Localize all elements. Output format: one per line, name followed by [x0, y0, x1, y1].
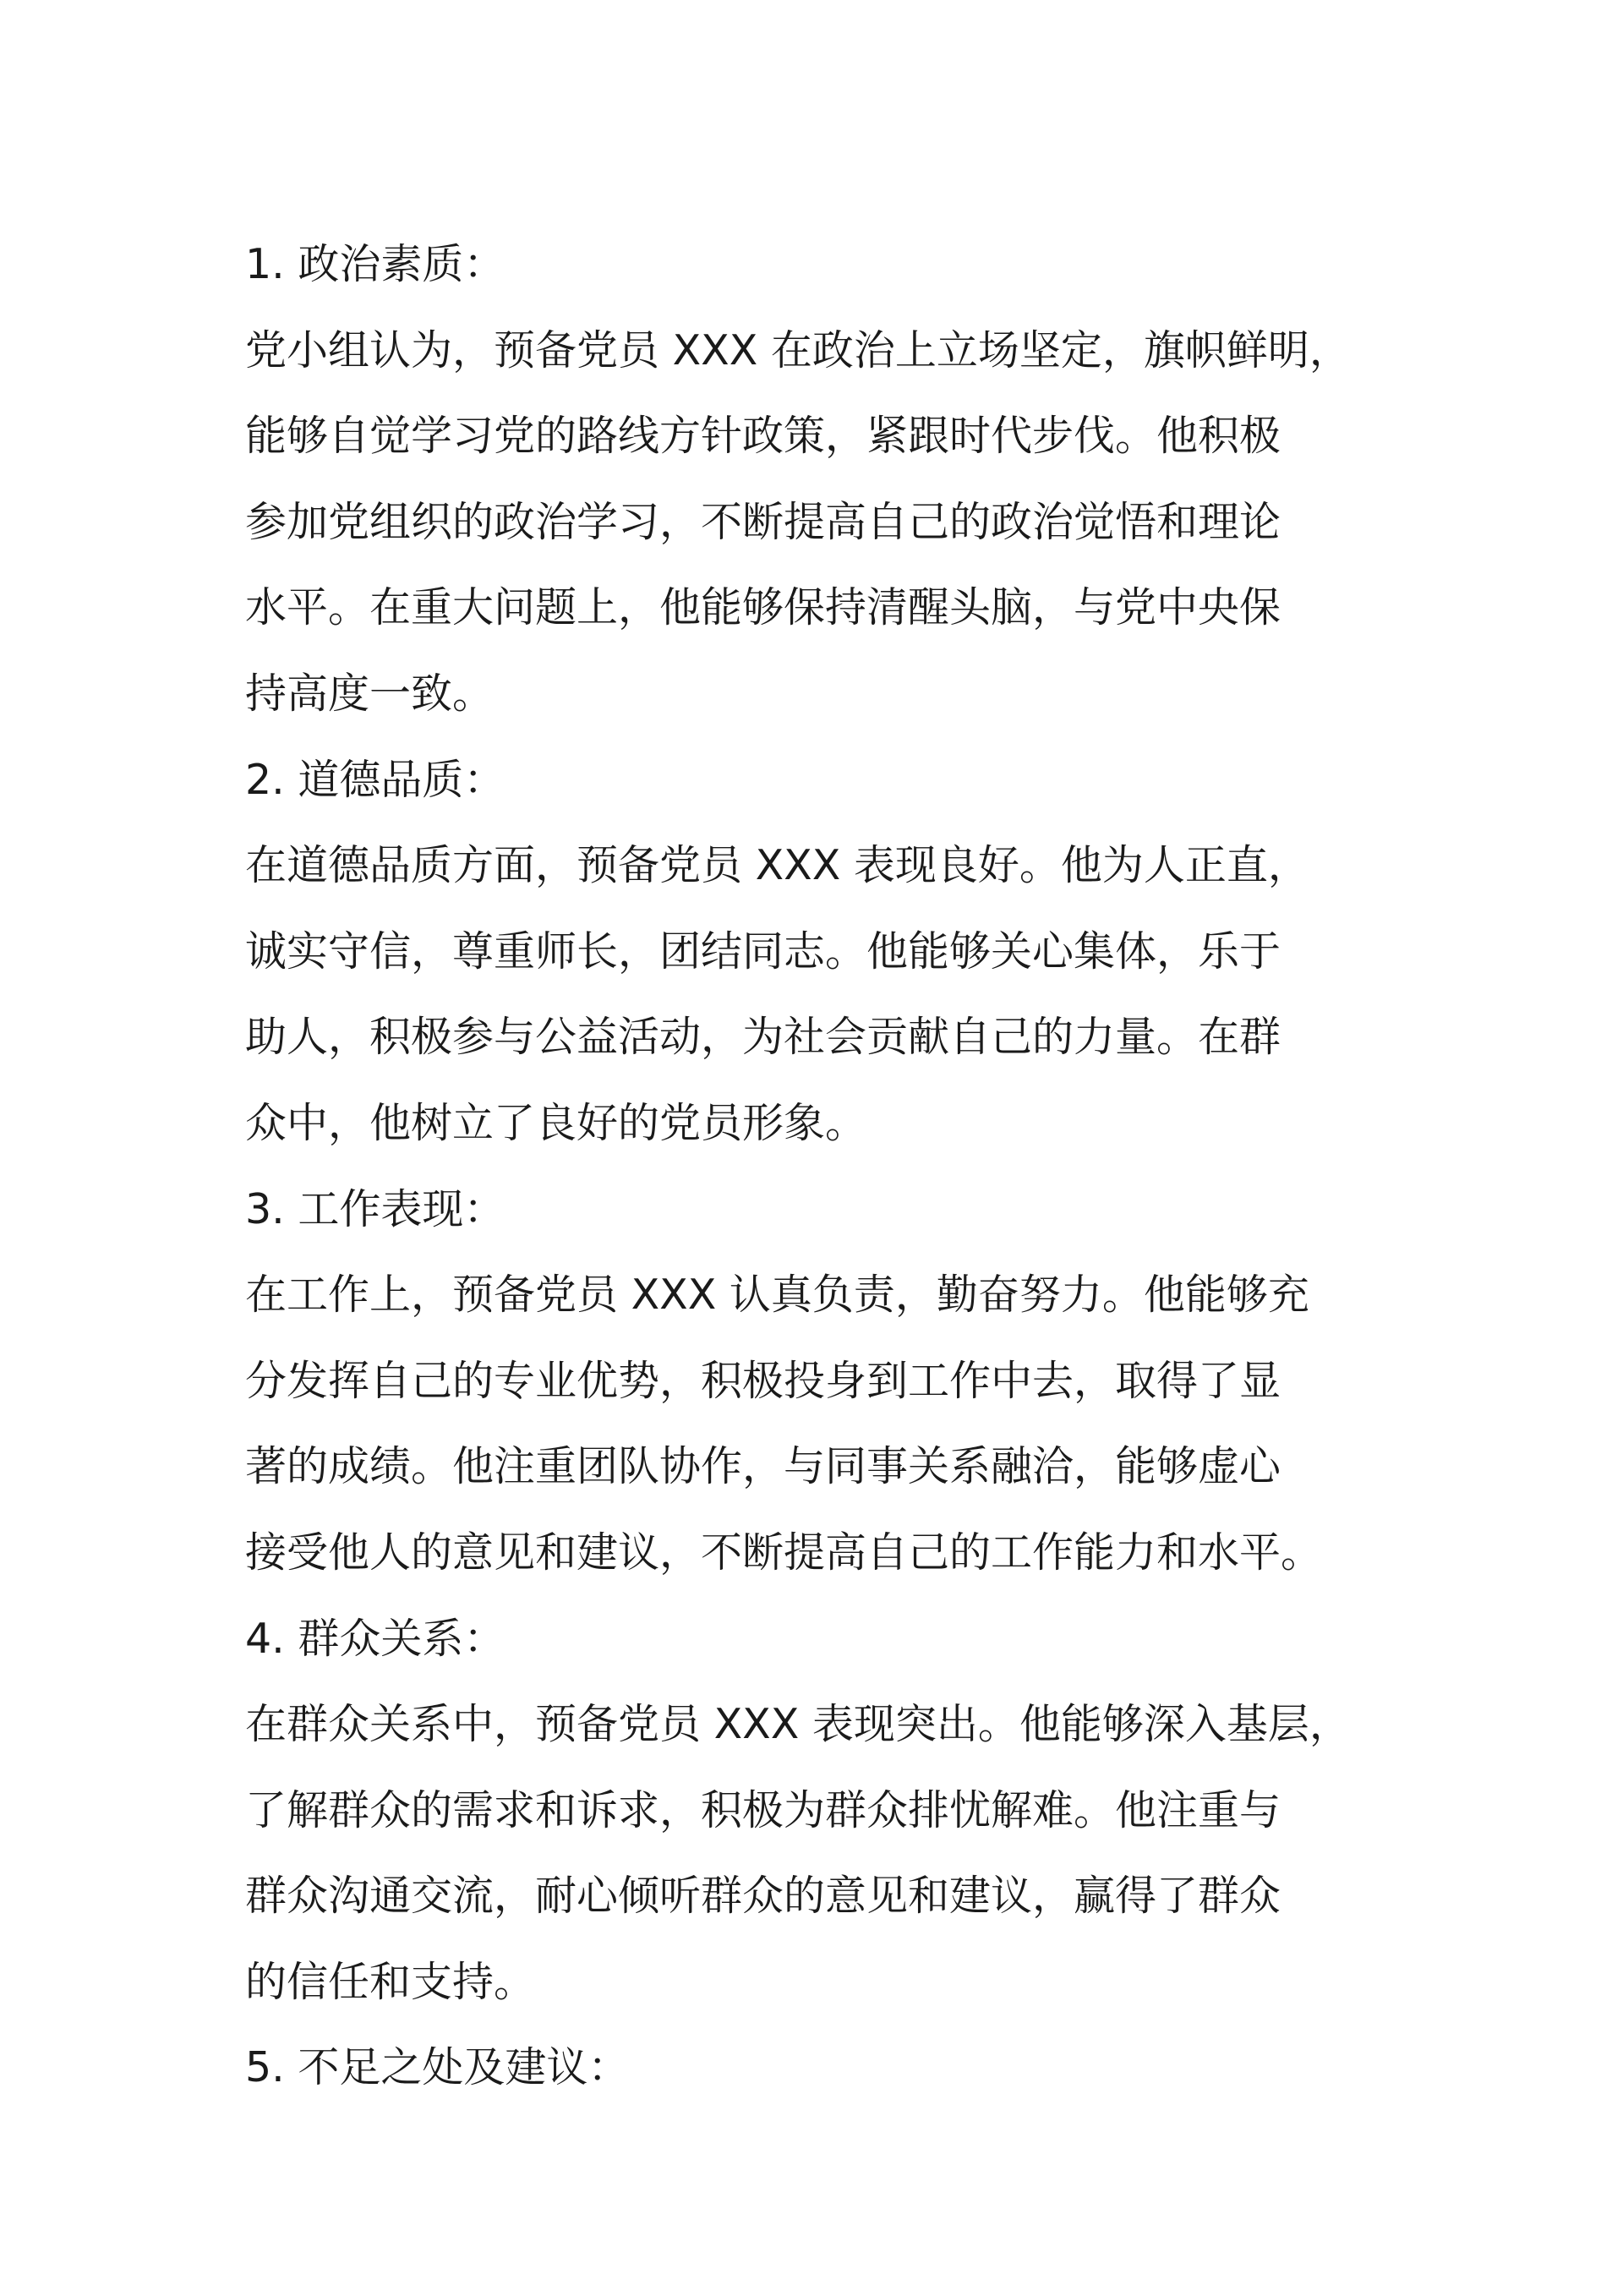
paragraph-line: 著的成绩。他注重团队协作，与同事关系融洽，能够虚心: [245, 1442, 1281, 1491]
section-paragraph: [245, 1252, 1416, 1595]
section-paragraph: [245, 1681, 1416, 2025]
paragraph-line: 接受他人的意见和建议，不断提高自己的工作能力和水平。: [245, 1528, 1323, 1577]
paragraph-line: 能够自觉学习党的路线方针政策，紧跟时代步伐。他积极: [245, 412, 1281, 461]
paragraph-line: 了解群众的需求和诉求，积极为群众排忧解难。他注重与: [245, 1785, 1281, 1834]
section-heading: 4. 群众关系：: [245, 1614, 505, 1663]
section-work: [245, 1167, 1416, 1596]
section-heading: 2. 道德品质：: [245, 755, 505, 804]
paragraph-line: 在工作上，预备党员 XXX 认真负责，勤奋努力。他能够充: [245, 1271, 1309, 1320]
section-heading: 3. 工作表现：: [245, 1184, 505, 1233]
section-paragraph: [245, 823, 1416, 1166]
paragraph-line: 助人，积极参与公益活动，为社会贡献自己的力量。在群: [245, 1013, 1281, 1062]
section-political: [245, 221, 1416, 737]
paragraph-line: 众中，他树立了良好的党员形象。: [245, 1098, 867, 1147]
paragraph-line: 持高度一致。: [245, 669, 495, 718]
paragraph-line: 在群众关系中，预备党员 XXX 表现突出。他能够深入基层，: [245, 1700, 1351, 1749]
section-masses: [245, 1596, 1416, 2025]
section-heading: 5. 不足之处及建议：: [245, 2043, 630, 2092]
section-shortcomings: [245, 2025, 1416, 2111]
section-paragraph: [245, 308, 1416, 737]
paragraph-line: 诚实守信，尊重师长，团结同志。他能够关心集体，乐于: [245, 927, 1281, 976]
paragraph-line: 在道德品质方面，预备党员 XXX 表现良好。他为人正直，: [245, 841, 1309, 890]
paragraph-line: 群众沟通交流，耐心倾听群众的意见和建议，赢得了群众: [245, 1872, 1281, 1921]
section-moral: [245, 737, 1416, 1167]
paragraph-line: 的信任和支持。: [245, 1957, 536, 2006]
section-heading: 1. 政治素质：: [245, 240, 505, 288]
paragraph-line: 分发挥自己的专业优势，积极投身到工作中去，取得了显: [245, 1356, 1281, 1405]
document-page: [245, 221, 1416, 2111]
paragraph-line: 水平。在重大问题上，他能够保持清醒头脑，与党中央保: [245, 583, 1281, 632]
paragraph-line: 党小组认为，预备党员 XXX 在政治上立场坚定，旗帜鲜明，: [245, 325, 1351, 374]
paragraph-line: 参加党组织的政治学习，不断提高自己的政治觉悟和理论: [245, 497, 1281, 546]
